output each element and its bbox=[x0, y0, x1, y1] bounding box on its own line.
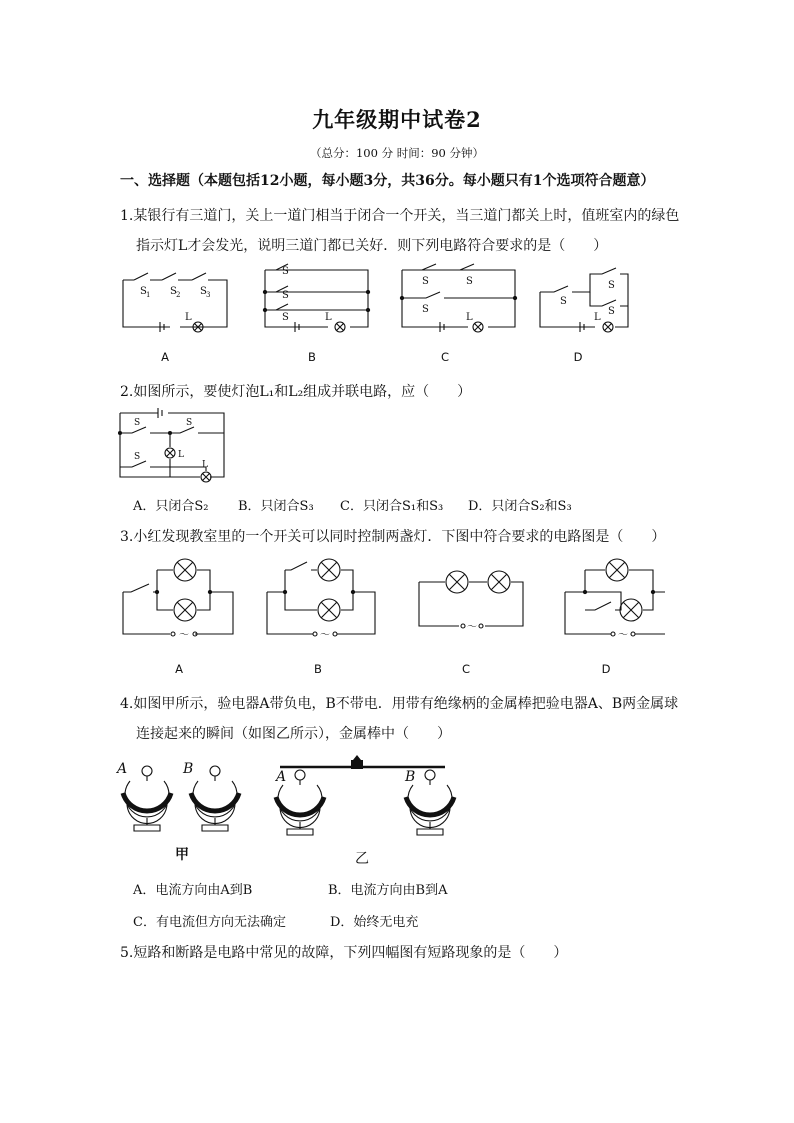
q3b-ac: ～ bbox=[320, 630, 330, 641]
q3-label-d: D bbox=[601, 662, 611, 676]
q2-s2: S bbox=[186, 418, 193, 428]
q3-circuit-d bbox=[565, 559, 665, 636]
q4-option-d[interactable]: D．始终无电充 bbox=[330, 915, 419, 930]
q2-s1: S bbox=[134, 418, 141, 428]
figure-jia bbox=[123, 766, 239, 831]
q1d-s3: S bbox=[608, 306, 615, 317]
q4-electroscope-figures bbox=[115, 755, 460, 845]
q3-circuit-figures bbox=[115, 552, 665, 647]
q1-line2: 指示灯L才会发光，说明三道门都已关好．则下列电路符合要求的是（ ） bbox=[136, 238, 608, 254]
q3c-ac: ～ bbox=[467, 622, 477, 633]
q1a-s3-sub: 3 bbox=[206, 291, 211, 299]
q2-option-a[interactable]: A．只闭合S₂ bbox=[133, 499, 209, 514]
q1-circuit-c bbox=[400, 264, 516, 332]
q1a-s1: S bbox=[140, 286, 147, 297]
page-title: 九年级期中试卷2 bbox=[312, 107, 482, 132]
q1c-s1: S bbox=[422, 276, 429, 287]
q4-option-b[interactable]: B．电流方向由B到A bbox=[328, 883, 448, 898]
q1d-s2: S bbox=[608, 280, 615, 291]
q3-label-c: C bbox=[461, 662, 471, 676]
q1-circuit-d bbox=[540, 268, 628, 332]
yi-letter-b: B bbox=[405, 769, 416, 785]
q2-l2: L bbox=[202, 460, 208, 470]
q2-s3: S bbox=[134, 452, 141, 462]
q3a-ac: ～ bbox=[179, 630, 189, 641]
q1-circuit-figures bbox=[110, 262, 650, 342]
yi-letter-a: A bbox=[276, 769, 287, 785]
q3d-ac: ～ bbox=[618, 630, 628, 641]
q3-label-a: A bbox=[175, 662, 183, 676]
q2-option-b[interactable]: B．只闭合S₃ bbox=[238, 499, 314, 514]
q3-circuit-b bbox=[267, 559, 375, 636]
q2-option-c[interactable]: C．只闭合S₁和S₃ bbox=[340, 499, 444, 514]
q1d-lamp: L bbox=[594, 312, 601, 323]
q1d-s1: S bbox=[560, 296, 567, 307]
q2-l1: L bbox=[178, 450, 184, 460]
q2-option-d[interactable]: D．只闭合S₂和S₃ bbox=[468, 499, 572, 514]
jia-letter-a: A bbox=[117, 761, 128, 777]
section-heading: 一、选择题（本题包括12小题，每小题3分，共36分。每小题只有1个选项符合题意） bbox=[120, 173, 655, 189]
q1-label-c: C bbox=[440, 350, 450, 364]
q1b-lamp: L bbox=[325, 312, 332, 323]
fig-label-jia: 甲 bbox=[175, 847, 189, 863]
q1-label-a: A bbox=[161, 350, 169, 364]
q1a-s1-sub: 1 bbox=[146, 291, 151, 299]
q2-text: 2.如图所示，要使灯泡L₁和L₂组成并联电路，应（ ） bbox=[120, 384, 472, 400]
q3-circuit-a bbox=[123, 559, 233, 636]
q1a-s2-sub: 2 bbox=[176, 291, 181, 299]
q1b-s1: S bbox=[282, 266, 289, 277]
q1-line1: 1.某银行有三道门，关上一道门相当于闭合一个开关，当三道门都关上时，值班室内的绿色 bbox=[120, 208, 680, 224]
q1-label-b: B bbox=[308, 350, 316, 364]
q1c-s3: S bbox=[422, 304, 429, 315]
q4-line1: 4.如图甲所示，验电器A带负电，B不带电．用带有绝缘柄的金属棒把验电器A、B两金属球 bbox=[120, 696, 679, 712]
q1c-s2: S bbox=[466, 276, 473, 287]
exam-info: （总分：100 分 时间：90 分钟） bbox=[309, 146, 485, 160]
figure-yi bbox=[276, 755, 454, 835]
q1-circuit-a bbox=[123, 273, 227, 332]
q1a-s2: S bbox=[170, 286, 177, 297]
q1a-lamp: L bbox=[185, 312, 192, 323]
q1b-s3: S bbox=[282, 312, 289, 323]
q4-option-c[interactable]: C．有电流但方向无法确定 bbox=[133, 915, 286, 930]
q1-circuit-b bbox=[263, 264, 369, 332]
q1-label-d: D bbox=[573, 350, 583, 364]
q3-circuit-c bbox=[419, 571, 523, 628]
q3-label-b: B bbox=[314, 662, 322, 676]
q1a-s3: S bbox=[200, 286, 207, 297]
q3-text: 3.小红发现教室里的一个开关可以同时控制两盏灯．下图中符合要求的电路图是（ ） bbox=[120, 529, 666, 545]
q5-text: 5.短路和断路是电路中常见的故障，下列四幅图有短路现象的是（ ） bbox=[120, 945, 568, 961]
q1b-s2: S bbox=[282, 290, 289, 301]
q4-line2: 连接起来的瞬间（如图乙所示），金属棒中（ ） bbox=[136, 726, 451, 742]
fig-label-yi: 乙 bbox=[355, 851, 369, 867]
q1c-lamp: L bbox=[466, 312, 473, 323]
q2-circuit-figure bbox=[112, 405, 232, 485]
jia-letter-b: B bbox=[183, 761, 194, 777]
q4-option-a[interactable]: A．电流方向由A到B bbox=[133, 883, 253, 898]
